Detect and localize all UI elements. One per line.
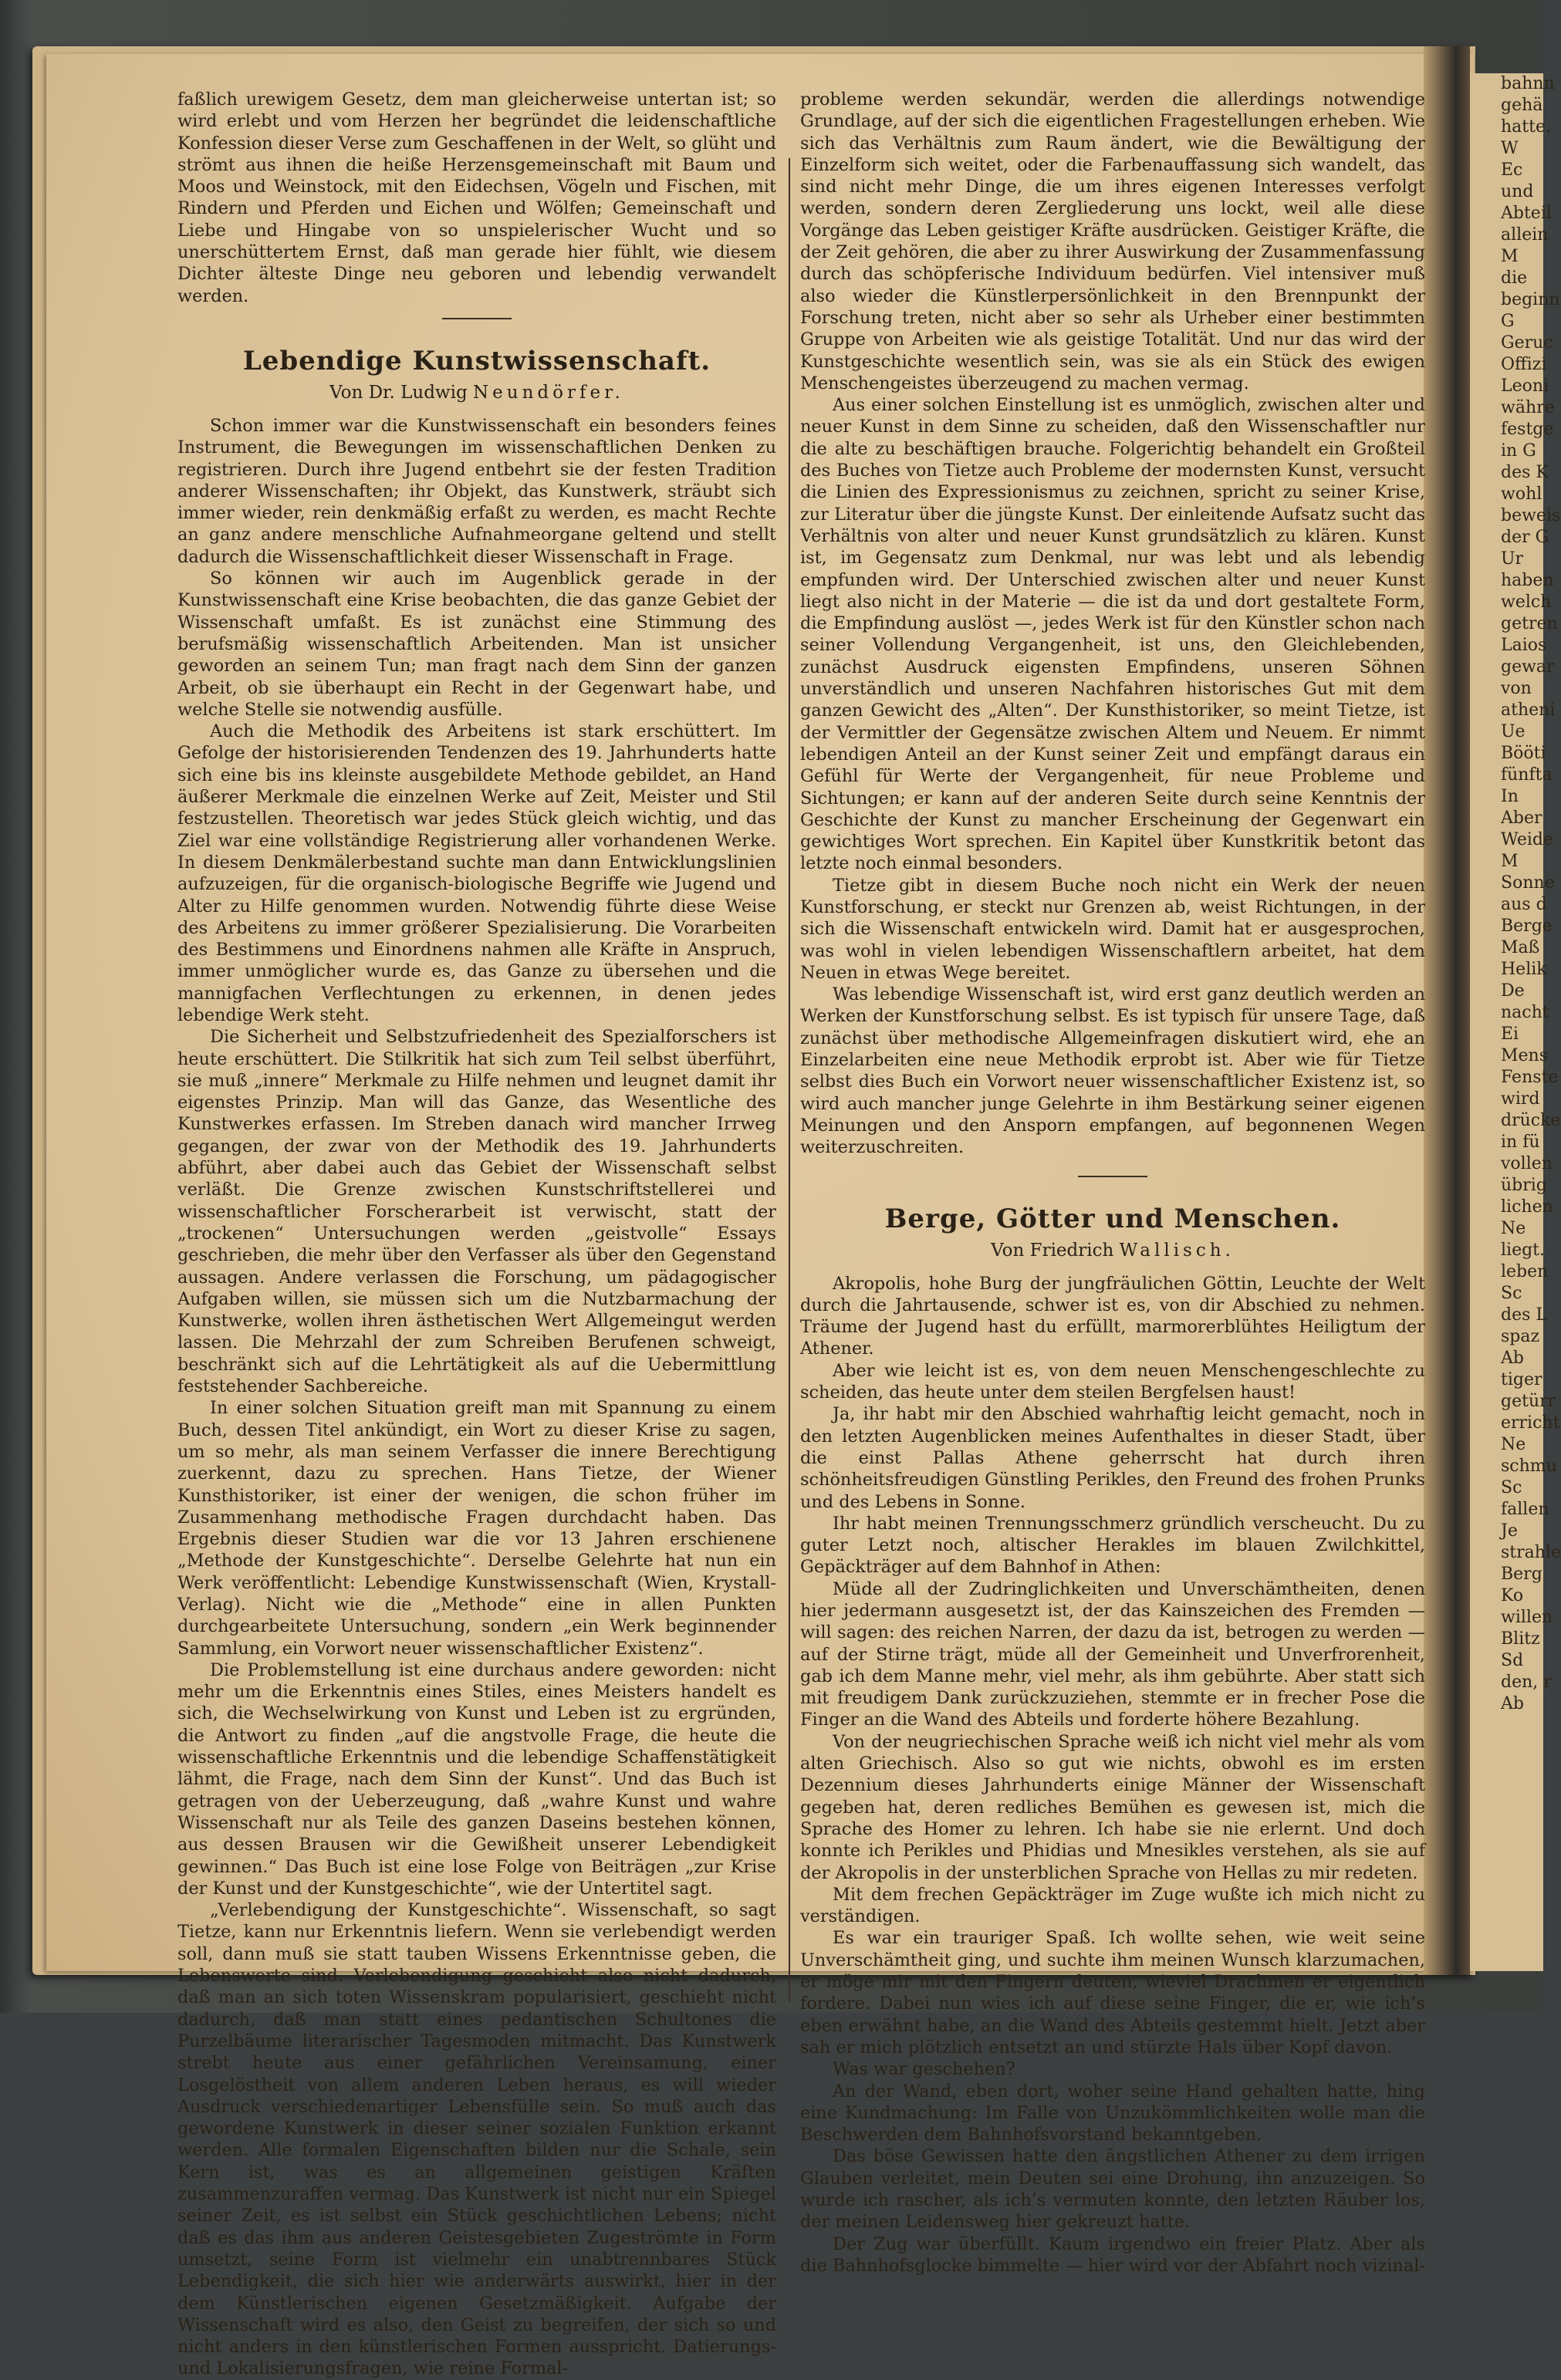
next-page-text-fragment: lichen (1501, 1197, 1553, 1217)
article-body-left (177, 415, 776, 2380)
next-page-text-fragment: Weide (1501, 830, 1553, 849)
paragraph: Von der neugriechischen Sprache weiß ich nicht viel mehr als vom alten Griechisch. Also so gut wie nichts, obwohl es im ersten Dezennium dieses Jahrhunderts einige Männer der Wissenschaft gegeben hat, deren redliches Bemühen es gewesen ist, mich die Sprache des Homer zu lehren. Ich habe sie nie erlernt. Und doch konnte ich Perikles und Phidias und Mnesikles verstehen, als sie auf der Akropolis in der unsterblichen Sprache von Hellas zu mir redeten. (800, 1731, 1425, 1883)
next-page-text-fragment: leben (1501, 1262, 1549, 1281)
paragraph: Ja, ihr habt mir den Abschied wahrhaftig leicht gemacht, noch in den letzten Augenblicken meines Aufenthaltes in dieser Stadt, über die einst Pallas Athene geherrscht hat durch ihren schönheitsfreudigen Günstling Perikles, den Freund des frohen Prunks und des Lebens in Sonne. (800, 1404, 1425, 1512)
author-prefix: Von Friedrich (991, 1240, 1114, 1261)
next-page-text-fragment: strahle (1501, 1543, 1561, 1562)
next-page-text-fragment: Maß (1501, 938, 1540, 957)
author-name: Neundörfer. (473, 382, 624, 403)
next-page-text-fragment: Ne (1501, 1219, 1526, 1238)
next-page-text-fragment: Ec (1501, 160, 1523, 180)
paragraph: Die Problemstellung ist eine durchaus andere geworden: nicht mehr um die Erkenntnis eines Stiles, eines Meisters handelt es sich, die Wechselwirkung von Kunst und Leben ist zu ergründen, die Antwort zu finden „auf die angstvolle Frage, die heute die wissenschaftliche Erkenntnis und die lebendige Schaffenstätigkeit lähmt, die Frage, nach dem Sinn der Kunst“. Und das Buch ist getragen von der Ueberzeugung, daß „wahre Kunst und wahre Wissenschaft nur als Teile des ganzen Daseins bestehen können, aus dessen Brausen wir die Gewißheit unserer Lebendigkeit gewinnen.“ Das Buch ist eine lose Folge von Beiträgen „zur Krise der Kunst und der Kunstgeschichte“, wie der Untertitel sagt. (177, 1659, 776, 1899)
next-page-text-fragment: allein (1501, 225, 1549, 245)
next-page-text-fragment: Fenste (1501, 1068, 1559, 1087)
next-page-text-fragment: Berge (1501, 917, 1553, 936)
paragraph: Das böse Gewissen hatte den ängstlichen Athener zu dem irrigen Glauben verleitet, mein Deuten sei eine Drohung, ihn anzuzeigen. So wurde ich rascher, als ich’s vermuten konnte, den letzten Räuber los, der meinen Leidensweg hier gekreuzt hatte. (800, 2146, 1425, 2233)
next-page-text-fragment: getren (1501, 614, 1558, 633)
next-page-text-fragment: M (1501, 247, 1519, 266)
next-page-text-fragment: erricht (1501, 1413, 1560, 1433)
next-page-text-fragment: getürr (1501, 1392, 1556, 1411)
next-page-text-fragment: drücke (1501, 1111, 1561, 1130)
next-page-text-fragment: Abteil (1501, 204, 1552, 223)
next-page-text-fragment: tiger (1501, 1370, 1542, 1389)
next-page-text-fragment: von (1501, 679, 1532, 698)
next-page-text-fragment: beginn (1501, 290, 1560, 309)
next-page-text-fragment: haben (1501, 571, 1554, 590)
next-page-text-fragment: gewar (1501, 657, 1555, 677)
next-page-text-fragment: Sd (1501, 1651, 1524, 1670)
next-page-text-fragment: währe (1501, 398, 1555, 417)
next-page-text-fragment: Geruc (1501, 333, 1553, 353)
article-author (177, 381, 776, 404)
next-page-text-fragment: wohl (1501, 484, 1542, 504)
next-page-text-fragment: Laios (1501, 636, 1547, 655)
next-page-text-fragment: die (1501, 268, 1528, 288)
next-page-text-fragment: Berg (1501, 1565, 1542, 1584)
next-page-text-fragment: festge (1501, 420, 1554, 439)
next-page-text-fragment: übrig (1501, 1176, 1547, 1195)
article-title-berge-goetter: Berge, Götter und Menschen. (884, 1203, 1341, 1234)
next-page-text-fragment: des L (1501, 1305, 1547, 1325)
next-page-text-fragment: Sc (1501, 1478, 1522, 1497)
paragraph: Aus einer solchen Einstellung ist es unmöglich, zwischen alter und neuer Kunst in dem Sinne zu scheiden, daß den Wissenschaftler nur die alte zu beschäftigen brauche. Folgerichtig behandelt ein Großteil des Buches von Tietze auch Probleme der modernsten Kunst, versucht die Linien des Expressionismus zu zeichnen, spricht zu seiner Krise, zur Literatur über die jüngste Kunst. Der einleitende Aufsatz sucht das Verhältnis von alter und neuer Kunst grundsätzlich zu klären. Kunst ist, im Gegensatz zum Denkmal, nur was lebt und als lebendig empfunden wird. Der Unterschied zwischen alter und neuer Kunst liegt also nicht in der Materie — die ist da und dort gestaltete Form, die Empfindung auslöst —, jedes Werk ist für den Künstler schon nach seiner Vollendung Vergangenheit, ist uns, den Gleichlebenden, zunächst Ausdruck eigensten Empfindens, unseren Söhnen unverständlich und unseren Nachfahren historisches Gut mit dem ganzen Gewicht des „Alten“. Der Kunsthistoriker, so meint Tietze, ist der Vermittler der Gegensätze zwischen Altem und Neuem. Er nimmt lebendigen Anteil an der Kunst seiner Zeit und empfängt daraus ein Gefühl für Werte der Vergangenheit, für neue Probleme und Sichtungen; er kann auf der anderen Seite durch seine Kenntnis der Geschichte der Kunst zu mancher Erscheinung der Gegenwart ein gewichtiges Wort sprechen. Ein Kapitel über Kunstkritik betont das letzte noch einmal besonders. (800, 395, 1425, 874)
next-page-text-fragment: gehä (1501, 96, 1543, 115)
paragraph: Mit dem frechen Gepäckträger im Zuge wußte ich mich nicht zu verständigen. (800, 1884, 1425, 1927)
next-page-text-fragment: De (1501, 981, 1525, 1001)
left-column (177, 89, 776, 2380)
next-page-fragment (1470, 73, 1561, 1971)
next-page-text-fragment: Blitz (1501, 1629, 1540, 1649)
next-page-text-fragment: Sc (1501, 1284, 1522, 1303)
author-prefix: Von Dr. Ludwig (329, 382, 468, 403)
paragraph: Auch die Methodik des Arbeitens ist stark erschüttert. Im Gefolge der historisierenden Tendenzen des 19. Jahrhunderts hatte sich eine bis ins kleinste ausgebildete Methode gebildet, an Hand äußerer Merkmale die einzelnen Werke auf Zeit, Meister und Stil festzustellen. Theoretisch war jedes Stück gleich wichtig, und das Ziel war eine vollständige Registrierung aller vorhandenen Werke. In diesem Denkmälerbestand suchte man dann Entwicklungslinien aufzuzeigen, für die organisch-biologische Begriffe wie Jugend und Alter zu Hilfe genommen wurden. Notwendig führte diese Weise des Arbeitens zu immer größerer Spezialisierung. Die Vorarbeiten des Bestimmens und Einordnens nahmen alle Kräfte in Anspruch, immer unmöglicher wurde es, das Ganze zu übersehen und die mannigfachen Verflechtungen zu erkennen, in denen jedes lebendige Werk steht. (177, 721, 776, 1025)
next-page-text-fragment: Ab (1501, 1349, 1524, 1368)
book-gutter (1424, 46, 1470, 1975)
paragraph: Der Zug war überfüllt. Kaum irgendwo ein freier Platz. Aber als die Bahnhofsglocke bimmelte — hier wird vor der Abfahrt noch vizinal- (800, 2233, 1425, 2276)
paragraph: probleme werden sekundär, werden die allerdings notwendige Grundlage, auf der sich die eigentlichen Fragestellungen erheben. Wie sich das Verhältnis zum Raum ändert, wie die Bewältigung der Einzelform sich weitet, oder die Farbenauffassung sich wandelt, das sind nicht mehr Dinge, die um ihres eigenen Interesses verfolgt werden, sondern deren Zergliederung uns lockt, weil alle diese Vorgänge das Leben geistiger Kräfte ausdrücken. Geistiger Kräfte, die der Zeit gehören, die aber zu ihrer Auswirkung der Zusammenfassung durch das schöpferische Individuum bedürfen. Viel intensiver muß also wieder die Künstlerpersönlichkeit in den Brennpunkt der Forschung treten, nicht aber so sehr als Urheber einer bestimmten Gruppe von Arbeiten wie als geistige Totalität. Und nur das wird der Kunstgeschichte wesentlich sein, was sie als ein Stück des ewigen Menschengeistes überzeugend zu machen vermag. (800, 89, 1425, 393)
next-page-text-fragment: fünfta (1501, 765, 1553, 785)
next-page-text-fragment: spaz (1501, 1327, 1540, 1346)
next-page-text-fragment: liegt. (1501, 1241, 1546, 1260)
paragraph: In einer solchen Situation greift man mit Spannung zu einem Buch, dessen Titel ankündigt, ein Wort zu dieser Krise zu sagen, um so mehr, als man seinem Verfasser die innere Berechtigung zuerkennt, dazu zu sprechen. Hans Tietze, der Wiener Kunsthistoriker, ist einer der wenigen, die schon früher im Zusammenhang methodische Fragen durchdacht haben. Das Ergebnis dieser Studien war die vor 13 Jahren erschienene „Methode der Kunstgeschichte“. Derselbe Gelehrte hat nun ein Werk veröffentlicht: Lebendige Kunstwissenschaft (Wien, Krystall-Verlag). Nicht wie die „Methode“ eine in allen Punkten durchgearbeitete Untersuchung, sondern „ein Werk beginnender Sammlung, ein Vorwort neuer wissenschaftlicher Existenz“. (177, 1398, 776, 1659)
next-page-text-fragment: Offizi (1501, 355, 1547, 374)
next-page-text-fragment: Je (1501, 1521, 1518, 1541)
next-page-text-fragment: Bööti (1501, 744, 1546, 763)
next-page-text-fragment: In (1501, 787, 1519, 806)
paragraph: Was lebendige Wissenschaft ist, wird erst ganz deutlich werden an Werken der Kunstforschung selbst. Es ist typisch für unsere Tage, daß zunächst über methodische Allgemeinfragen diskutiert wird, ehe an Einzelarbeiten eine neue Methodik erprobt ist. Aber wie für Tietze selbst dies Buch ein Vorwort neuer wissenschaftlicher Existenz ist, so wird auch mancher junge Gelehrte in ihm Bestärkung seiner eigenen Meinungen und den Ansporn empfangen, auf begonnenen Wegen weiterzuschreiten. (800, 984, 1425, 1158)
article-title-kunstwissenschaft: Lebendige Kunstwissenschaft. (242, 345, 711, 376)
column-divider (789, 158, 790, 2002)
paragraph: Die Sicherheit und Selbstzufriedenheit des Spezialforschers ist heute erschüttert. Die Stilkritik hat sich zum Teil selbst überführt, sie muß „innere“ Merkmale zu Hilfe nehmen und leugnet damit ihr eigenstes Prinzip. Man will das Ganze, das Wesentliche des Kunstwerkes erfassen. Im Streben danach wird mancher Irrweg gegangen, der zwar von der Methodik des 19. Jahrhunderts abführt, aber dabei auch das Gebiet der Wissenschaft selbst verläßt. Die Grenze zwischen Kunstschriftstellerei und wissenschaftlicher Forscherarbeit ist verwischt, statt der „trockenen“ Untersuchungen werden „geistvolle“ Essays geschrieben, die mehr über den Verfasser als über den Gegenstand aussagen. Andere verlassen die Forschung, um pädagogischer Aufgaben willen, sie müssen sich um die Nutzbarmachung der Kunstwerke, wollen ihren ästhetischen Wert Allgemeingut werden lassen. Die Mehrzahl der zum Schreiben Berufenen schweigt, beschränkt sich auf die Lehrtätigkeit als auf die Uebermittlung feststehender Sachbereiche. (177, 1027, 776, 1397)
next-page-text-fragment: Ko (1501, 1586, 1524, 1605)
next-page-text-fragment: aus d (1501, 895, 1547, 914)
paragraph: An der Wand, eben dort, woher seine Hand gehalten hatte, hing eine Kundmachung: Im Falle von Unzukömmlichkeiten wolle man die Beschwerden dem Bahnhofsvorstand bekanntgeben. (800, 2081, 1425, 2145)
next-page-text-fragment: W (1501, 139, 1519, 158)
next-page-text-fragment: Mens (1501, 1046, 1549, 1065)
next-page-text-fragment: Leoni (1501, 376, 1549, 396)
next-page-text-fragment: atheni (1501, 700, 1556, 720)
next-page-text-fragment: des K (1501, 463, 1549, 482)
paragraph: Aber wie leicht ist es, von dem neuen Menschengeschlechte zu scheiden, das heute unter dem steilen Bergfelsen haust! (800, 1360, 1425, 1403)
paragraph: Ihr habt meinen Trennungsschmerz gründlich verscheucht. Du zu guter Letzt noch, altischer Herakles im blauen Zwilchkittel, Gepäckträger auf dem Bahnhof in Athen: (800, 1513, 1425, 1578)
next-page-text-fragment: in fü (1501, 1133, 1540, 1152)
next-page-text-fragment: schmu (1501, 1457, 1557, 1476)
next-page-text-fragment: bahnn (1501, 74, 1555, 93)
paragraph: Müde all der Zudringlichkeiten und Unverschämtheiten, denen hier jedermann ausgesetzt ist, der das Kainszeichen des Fremden — will sagen: des reichen Narren, der dazu da ist, betrogen zu werden — auf der Stirne trägt, müde all der Gemeinheit und Unverfrorenheit, gab ich dem Manne mehr, viel mehr, als ihm gebührte. Aber statt sich mit freudigem Dank zurückzuziehen, stemmte er in frecher Pose die Finger an die Wand des Abteils und forderte höhere Bezahlung. (800, 1578, 1425, 1730)
next-page-text-fragment: Helik (1501, 960, 1547, 979)
paragraph: So können wir auch im Augenblick gerade in der Kunstwissenschaft eine Krise beobachten, die das ganze Gebiet der Wissenschaft umfaßt. Es ist zunächst eine Stimmung des berufsmäßig wissenschaftlich Arbeitenden. Man ist unsicher geworden an seinem Tun; man fragt nach dem Sinn der ganzen Arbeit, ob sie überhaupt ein Recht in der Gegenwart habe, und welche Stelle sie notwendig ausfülle. (177, 569, 776, 720)
next-page-text-fragment: Ab (1501, 1694, 1524, 1713)
next-page-text-fragment: Ur (1501, 549, 1524, 569)
right-column (800, 89, 1425, 2277)
next-page-text-fragment: willen (1501, 1608, 1553, 1627)
article-body-berge (800, 1273, 1425, 2277)
next-page-text-fragment: fallen (1501, 1500, 1549, 1519)
next-page-text-fragment: vollen (1501, 1154, 1553, 1173)
next-page-text-fragment: den, r (1501, 1673, 1552, 1692)
next-page-text-fragment: in G (1501, 441, 1536, 461)
next-page-text-fragment: welch (1501, 592, 1552, 612)
next-page-text-fragment: und (1501, 182, 1534, 201)
next-page-text-fragment: G (1501, 312, 1515, 331)
paragraph: Schon immer war die Kunstwissenschaft ein besonders feines Instrument, die Bewegungen im wissenschaftlichen Denken zu registrieren. Durch ihre Jugend entbehrt sie der festen Tradition anderer Wissenschaften; ihr Objekt, das Kunstwerk, sträubt sich immer wieder, rein denkmäßig erfaßt zu werden, es macht Rechte an ganz andere menschliche Aufnahmeorgane geltend und stellt dadurch die Wissenschaftlichkeit dieser Wissenschaft in Frage. (177, 415, 776, 567)
next-page-text-fragment: hatte. (1501, 117, 1551, 137)
separator-rule (442, 318, 512, 319)
next-page-text-fragment: Ei (1501, 1025, 1519, 1044)
article-body-right-continued (800, 89, 1425, 1159)
next-page-text-fragment: M (1501, 852, 1519, 871)
paragraph: Tietze gibt in diesem Buche noch nicht ein Werk der neuen Kunstforschung, er steckt nur Grenzen ab, weist Richtungen, in der sich die Wissenschaft entwickeln wird. Damit hat er ausgesprochen, was wohl in vielen lebendigen Wissenschaftlern arbeitet, hat dem Neuen in etwas Wege bereitet. (800, 875, 1425, 983)
paragraph: „Verlebendigung der Kunstgeschichte“. Wissenschaft, so sagt Tietze, kann nur Erkenntnis liefern. Wenn sie verlebendigt werden soll, dann muß sie statt tauben Wissens Erkenntnisse geben, die Lebenswerte sind. Verlebendigung geschieht also nicht dadurch, daß man an sich toten Wissenskram popularisiert, geschieht nicht dadurch, daß man statt eines pedantischen Schultones die Purzelbäume literarischer Tagesmoden mitmacht. Das Kunstwerk strebt heute aus einer gefährlichen Vereinsamung, einer Losgelöstheit von allem anderen Leben heraus, es will wieder Ausdruck verschiedenartiger Lebensfülle sein. So muß auch das gewordene Kunstwerk in dieser seiner sozialen Funktion erkannt werden. Alle formalen Eigenschaften bilden nur die Schale, sein Kern ist, was es an allgemeinen geistigen Kräften zusammenzuraffen vermag. Das Kunstwerk ist nicht nur ein Spiegel seiner Zeit, es ist selbst ein Stück geschichtlichen Lebens; nicht daß es das ihm aus anderen Geistesgebieten Zugeströmte in Form umsetzt, seine Form ist vielmehr ein unabtrennbares Stück Lebendigkeit, die sich hier wie anderwärts auswirkt, hier in der dem Künstlerischen eigenen Gesetzmäßigkeit. Aufgabe der Wissenschaft wird es also, den Geist zu begreifen, der sich so und nicht anders in den künstlerischen Formen ausspricht. Datierungs- und Lokalisierungsfragen, wie reine Formal- (177, 1900, 776, 2379)
next-page-text-fragment: Aber (1501, 809, 1542, 828)
separator-rule (1078, 1176, 1147, 1177)
next-page-text-fragment: Ue (1501, 722, 1526, 741)
paragraph: Was war geschehen? (833, 2059, 1015, 2080)
paragraph: Es war ein trauriger Spaß. Ich wollte sehen, wie weit seine Unverschämtheit ging, und suchte ihm meinen Wunsch klarzumachen, er möge mir mit den Fingern deuten, wieviel Drachmen er eigentlich fordere. Dabei nun wies ich auf diese seine Finger, die er, wie ich’s eben erwähnt habe, an die Wand des Abteils gestemmt hielt. Jetzt aber sah er mich plötzlich entsetzt an und stürzte Hals über Kopf davon. (800, 1928, 1425, 2058)
next-page-text-fragment: nacht (1501, 1003, 1549, 1022)
intro-paragraph: faßlich urewigem Gesetz, dem man gleicherweise untertan ist; so wird erlebt und vom Herzen her begründet die leidenschaftliche Konfession dieser Verse zum Geschaffenen in der Welt, so glüht und strömt aus ihnen die heiße Herzensgemeinschaft mit Baum und Moos und Weinstock, mit den Eidechsen, Vögeln und Fischen, mit Rindern und Pferden und Eichen und Wölfen; Gemeinschaft und Liebe und Hingabe von so unspielerischer Wucht und so unerschüttertem Ernst, daß man gerade hier fühlt, wie diesem Dichter älteste Dinge neu geboren und lebendig verwandelt werden. (177, 89, 776, 306)
next-page-text-fragment: Ne (1501, 1435, 1526, 1454)
next-page-text-fragment: Sonne (1501, 873, 1555, 893)
next-page-text-fragment: wird (1501, 1089, 1540, 1109)
next-page-text-fragment: der G (1501, 528, 1549, 547)
paragraph: Akropolis, hohe Burg der jungfräulichen Göttin, Leuchte der Welt durch die Jahrtausende, schwer ist es, von dir Abschied zu nehmen. Träume der Jugend hast du erfüllt, marmorerblühtes Heiligtum der Athener. (800, 1273, 1425, 1359)
next-page-text-fragment: beweis (1501, 506, 1561, 525)
article-author (800, 1239, 1425, 1262)
author-name: Wallisch. (1119, 1240, 1235, 1261)
